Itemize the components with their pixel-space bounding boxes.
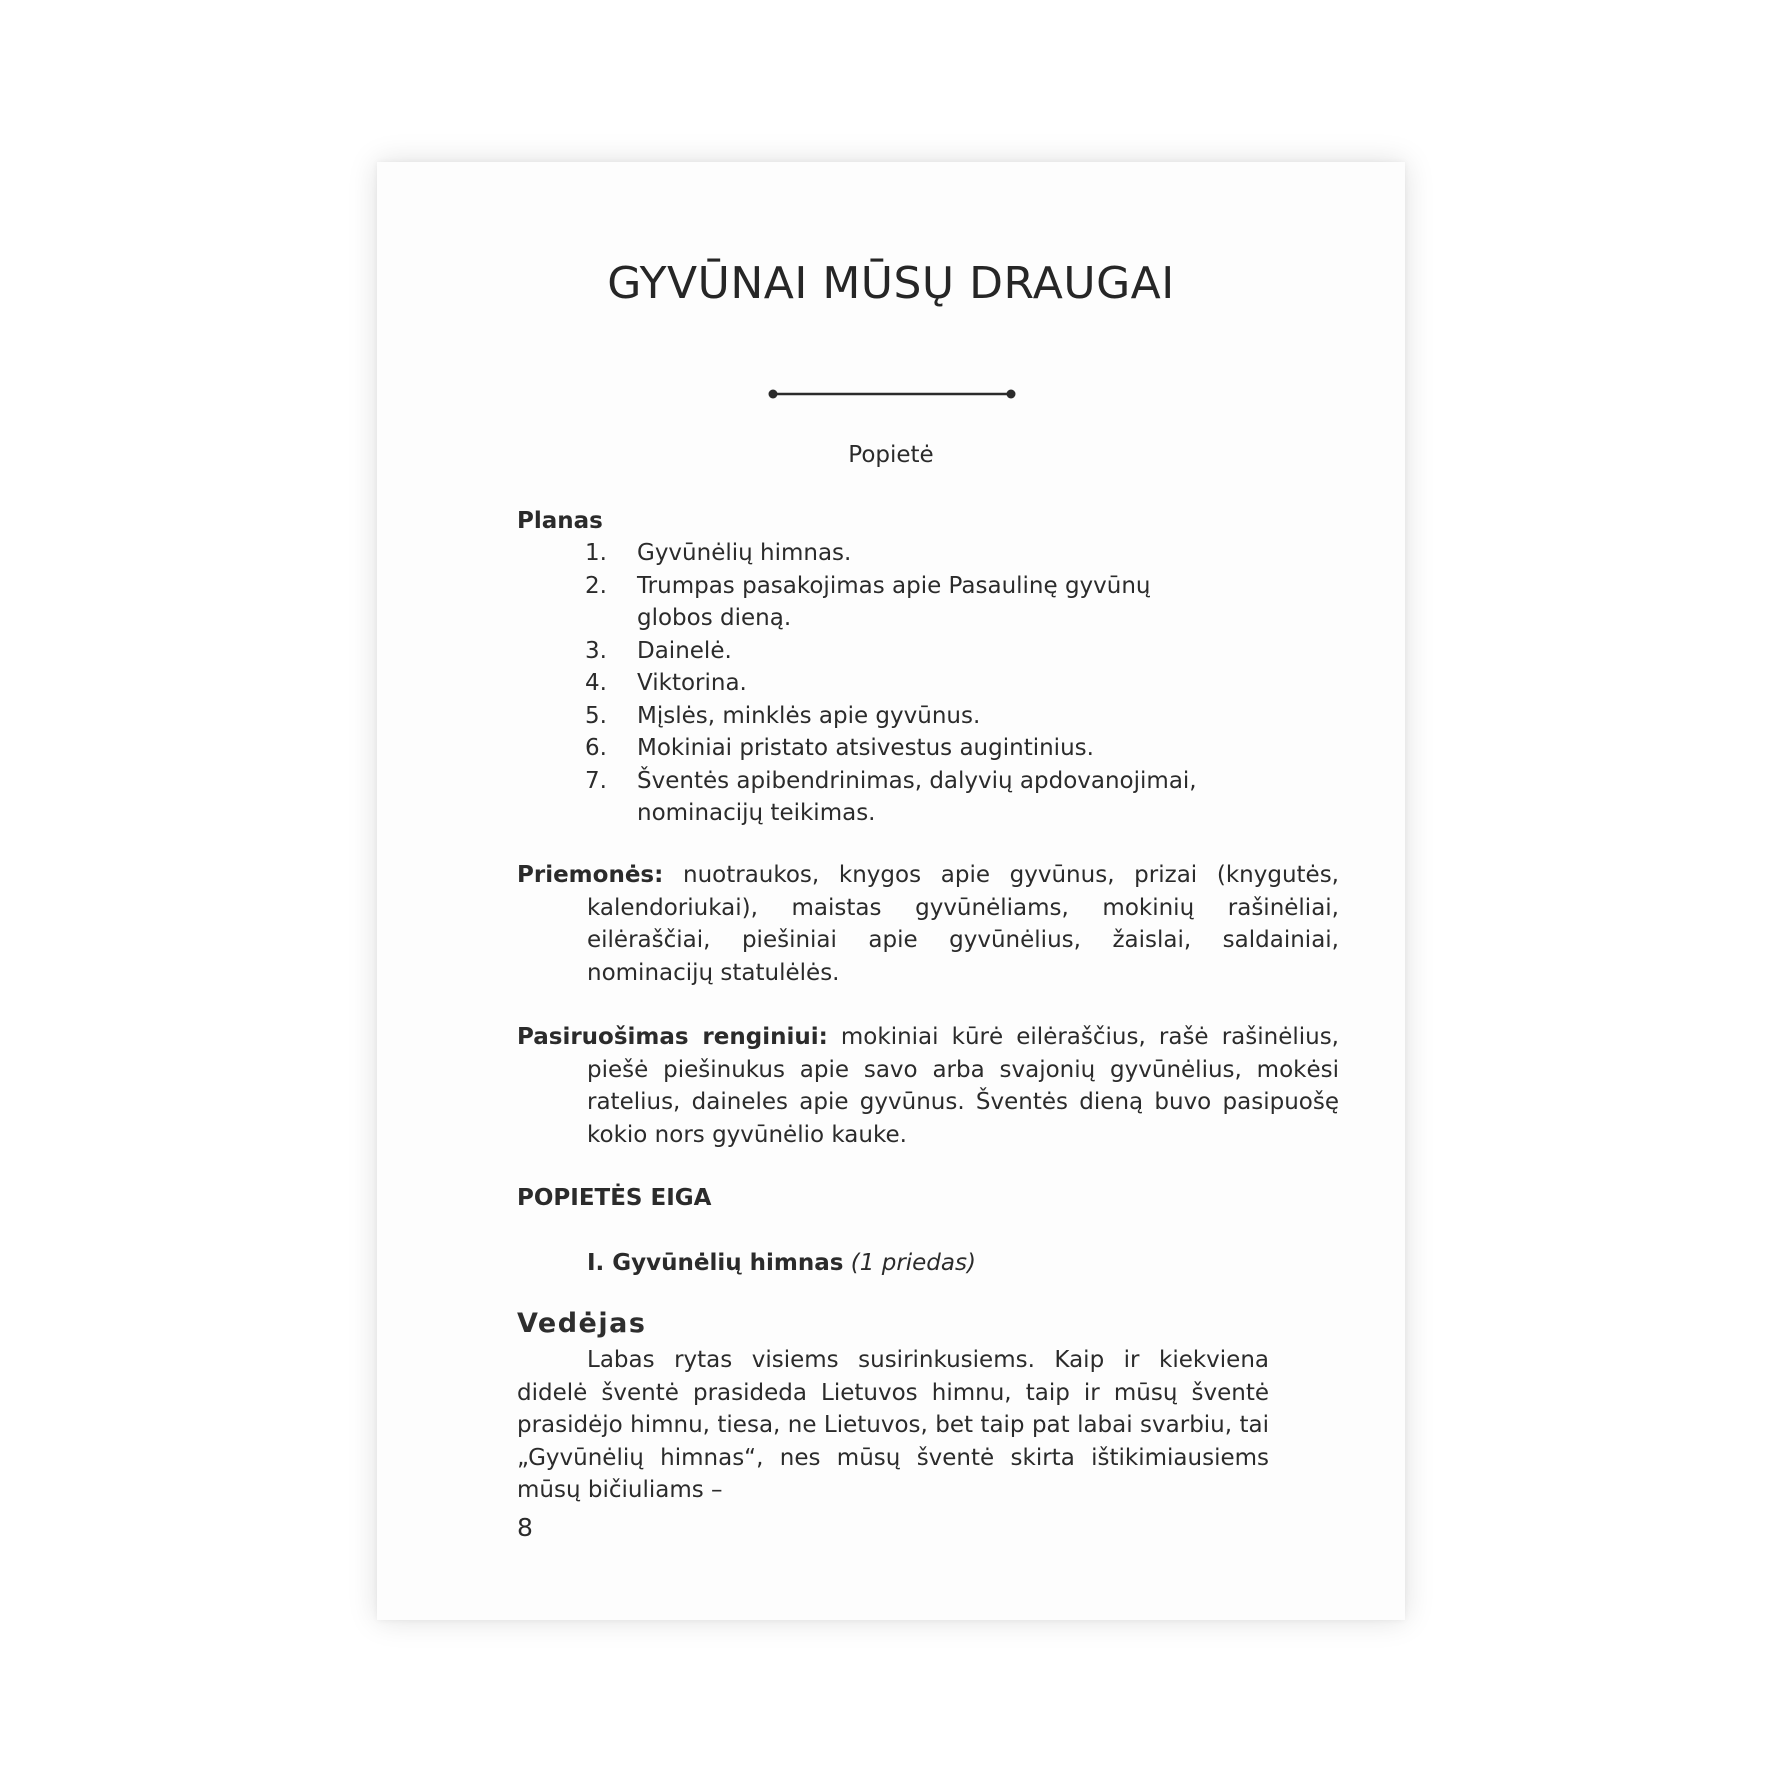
priemones-paragraph [517,859,1339,989]
plan-item: 5. Mįslės, minklės apie gyvūnus. [585,702,981,729]
pasiruosimas-text: mokiniai kūrė eilėraščius, rašė rašinėlius, piešė piešinukus apie savo arba svajonių gyvūnėlius, mokėsi ratelius, daineles apie gyvūnus. Šventės dieną buvo pasipuošę kokio nors gyvūnėlio kauke. [587,1024,1339,1148]
subtitle: Popietė [848,442,934,468]
section-heading [587,1247,1339,1280]
section-title: I. Gyvūnėlių himnas [587,1250,844,1276]
priemones-text: nuotraukos, knygos apie gyvūnus, prizai (knygutės, kalendoriukai), maistas gyvūnėliams, mokinių rašinėliai, eilėraščiai, piešiniai apie gyvūnėlius, žaislai, saldainiai, nominacijų statulėlės. [587,862,1339,986]
page-number: 8 [517,1513,533,1542]
plan-item: 2. Trumpas pasakojimas apie Pasaulinę gyvūnų globos dieną. [585,572,1151,631]
pasiruosimas-label: Pasiruošimas renginiui: [517,1024,828,1050]
title-divider-ornament [767,388,1017,400]
body-paragraph: Labas rytas visiems susirinkusiems. Kaip ir kiekviena didelė šventė prasideda Lietuvos himnu, taip ir mūsų šventė prasidėjo himnu, tiesa, ne Lietuvos, bet taip pat labai svarbiu, tai „Gyvūnėlių himnas“, nes mūsų šventė skirta ištikimiausiems mūsų bičiuliams – [517,1347,1269,1503]
pasiruosimas-paragraph [517,1021,1339,1151]
speaker-label: Vedėjas [517,1308,647,1339]
plan-item: 6. Mokiniai pristato atsivestus augintinius. [585,735,1094,761]
plan-item: 7. Šventės apibendrinimas, dalyvių apdovanojimai, nominacijų teikimas. [585,767,1197,826]
priemones-label: Priemonės: [517,862,664,888]
page-title: GYVŪNAI MŪSŲ DRAUGAI [607,258,1175,309]
book-page [377,162,1405,1620]
plan-list [585,537,1225,830]
plan-heading: Planas [517,508,603,534]
section-note: (1 priedas) [850,1250,976,1276]
eiga-heading: POPIETĖS EIGA [517,1185,712,1211]
plan-item: 1. Gyvūnėlių himnas. [585,540,852,566]
plan-item: 3. Dainelė. [585,637,732,664]
plan-item: 4. Viktorina. [585,670,747,696]
